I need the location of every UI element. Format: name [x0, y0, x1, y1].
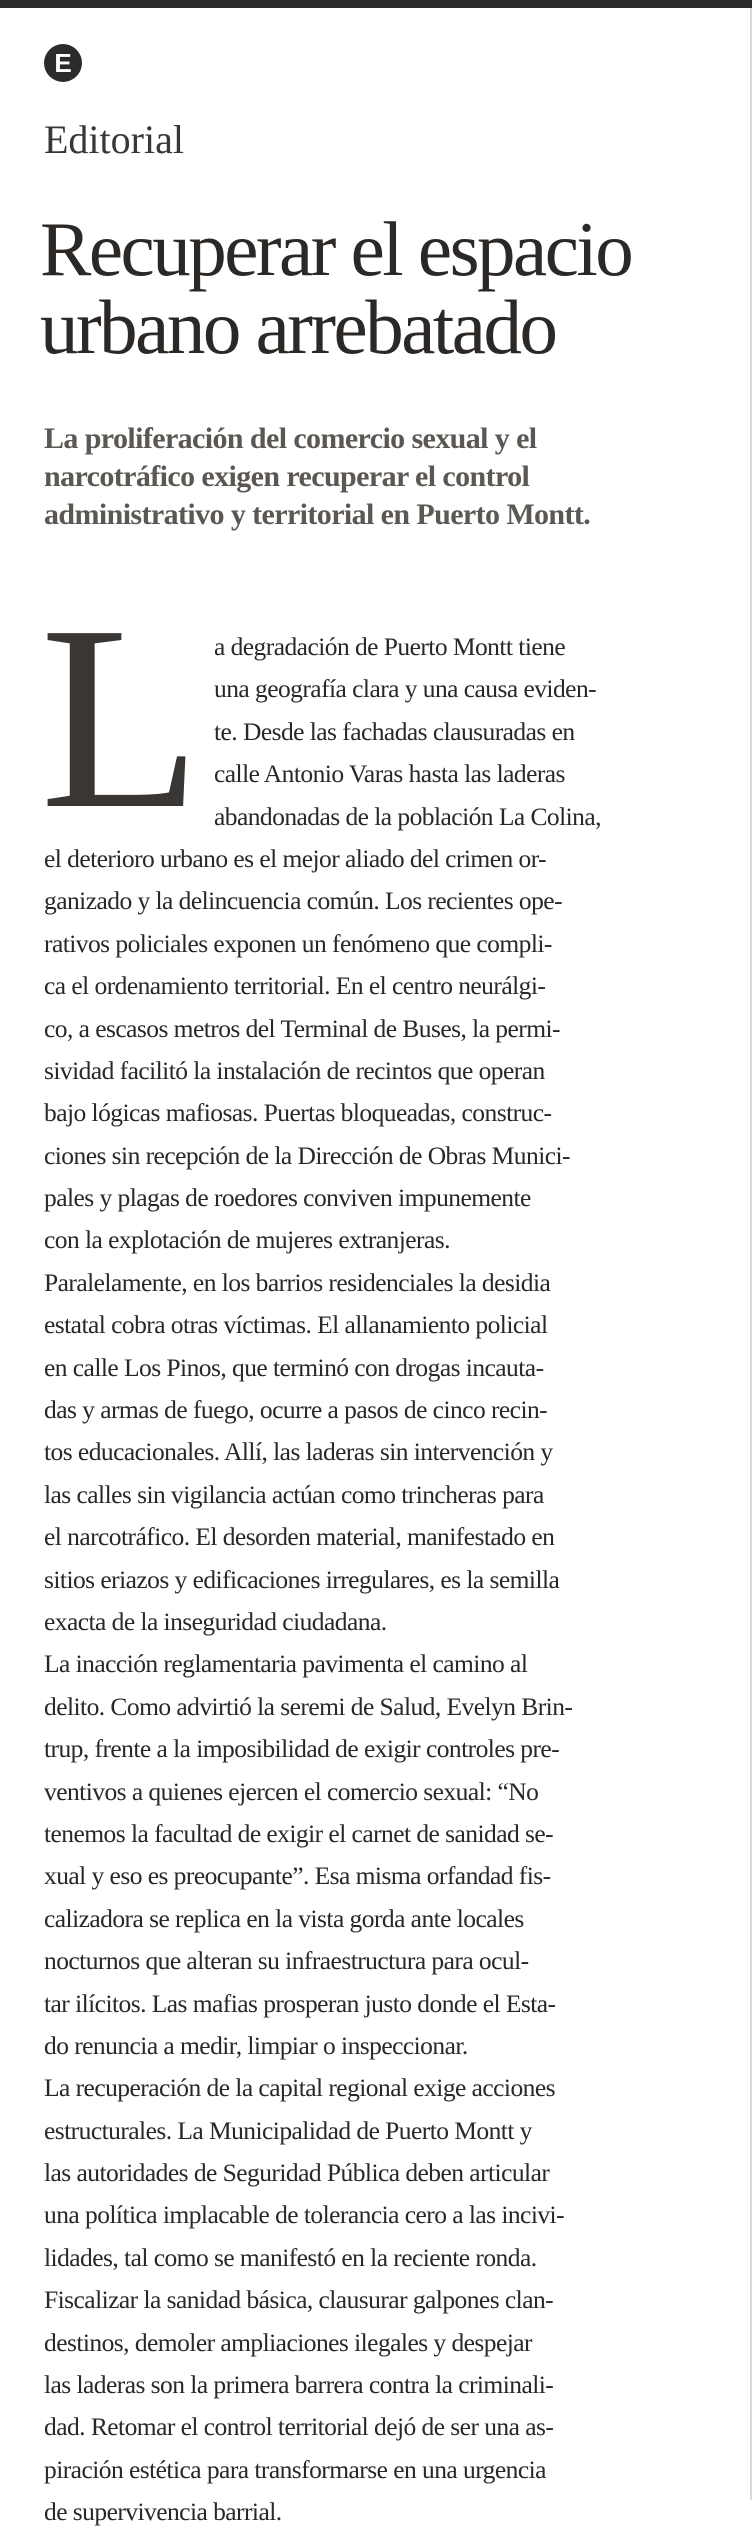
body-line: nocturnos que alteran su infraestructura para ocul- [44, 1946, 529, 1976]
body-line: en calle Los Pinos, que terminó con drogas incauta- [44, 1352, 544, 1382]
body-line: a degradación de Puerto Montt tiene [214, 632, 566, 661]
body-line: do renuncia a medir, limpiar o inspeccionar. [44, 2030, 468, 2060]
body-line: destinos, demoler ampliaciones ilegales y despejar [44, 2327, 533, 2357]
body-line: co, a escasos metros del Terminal de Buses, la permi- [44, 1013, 560, 1043]
body-line: das y armas de fuego, ocurre a pasos de cinco recin- [44, 1395, 548, 1425]
body-line: estatal cobra otras víctimas. El allanamiento policial [44, 1310, 548, 1340]
body-line: ventivos a quienes ejercen el comercio sexual: “No [44, 1776, 539, 1806]
headline-line: urbano arrebatado [40, 284, 556, 370]
body-line: trup, frente a la imposibilidad de exigir controles pre- [44, 1734, 560, 1764]
body-line: sitios eriazos y edificaciones irregulares, es la semilla [44, 1564, 560, 1594]
body-line: Fiscalizar la sanidad básica, clausurar galpones clan- [44, 2285, 554, 2315]
body-line: dad. Retomar el control territorial dejó de ser una as- [44, 2412, 554, 2442]
subhead-line: La proliferación del comercio sexual y el [44, 422, 537, 455]
body-line: pales y plagas de roedores conviven impunemente [44, 1183, 531, 1213]
body-line: con la explotación de mujeres extranjeras. [44, 1225, 450, 1255]
body-line: delito. Como advirtió la seremi de Salud, Evelyn Brin- [44, 1691, 573, 1721]
subhead-line: narcotráfico exigen recuperar el control [44, 460, 530, 493]
editorial-badge: E [44, 44, 82, 82]
body-line: tar ilícitos. Las mafias prosperan justo donde el Esta- [44, 1988, 556, 2018]
body-line: La inacción reglamentaria pavimenta el camino al [44, 1649, 528, 1679]
headline-line: Recuperar el espacio [40, 206, 632, 292]
headline [40, 206, 740, 370]
body-line: el narcotráfico. El desorden material, manifestado en [44, 1522, 555, 1552]
body-line: las laderas son la primera barrera contra la criminali- [44, 2370, 554, 2400]
body-line: tos educacionales. Allí, las laderas sin intervención y [44, 1437, 553, 1467]
body-line: exacta de la inseguridad ciudadana. [44, 1606, 387, 1636]
body-line: una geografía clara y una causa eviden- [214, 674, 597, 704]
body-line: sividad facilitó la instalación de recintos que operan [44, 1055, 545, 1085]
article-body [44, 626, 730, 2534]
body-line: te. Desde las fachadas clausuradas en [214, 716, 575, 746]
body-line: de supervivencia barrial. [44, 2497, 282, 2527]
body-line: lidades, tal como se manifestó en la reciente ronda. [44, 2242, 537, 2272]
body-line: las autoridades de Seguridad Pública deben articular [44, 2158, 550, 2188]
subheadline [44, 420, 734, 534]
body-line: el deterioro urbano es el mejor aliado del crimen or- [44, 843, 547, 873]
body-line: abandonadas de la población La Colina, [214, 801, 601, 831]
subhead-line: administrativo y territorial en Puerto Montt. [44, 498, 591, 531]
body-line: La recuperación de la capital regional exige acciones [44, 2073, 556, 2103]
drop-cap: L [40, 572, 202, 864]
body-line: Paralelamente, en los barrios residenciales la desidia [44, 1267, 551, 1297]
body-line: tenemos la facultad de exigir el carnet de sanidad se- [44, 1818, 554, 1848]
top-rule [0, 0, 752, 8]
body-line: bajo lógicas mafiosas. Puertas bloqueadas, construc- [44, 1098, 552, 1128]
body-line: piración estética para transformarse en una urgencia [44, 2454, 546, 2484]
body-line: las calles sin vigilancia actúan como trincheras para [44, 1479, 544, 1509]
body-line: ganizado y la delincuencia común. Los recientes ope- [44, 886, 563, 916]
body-line: xual y eso es preocupante”. Esa misma orfandad fis- [44, 1861, 551, 1891]
section-label: Editorial [44, 117, 184, 162]
body-line: calle Antonio Varas hasta las laderas [214, 759, 565, 789]
body-line: una política implacable de tolerancia cero a las incivi- [44, 2200, 565, 2230]
body-line: estructurales. La Municipalidad de Puerto Montt y [44, 2115, 532, 2145]
body-line: calizadora se replica en la vista gorda ante locales [44, 1903, 524, 1933]
body-line: rativos policiales exponen un fenómeno que compli- [44, 928, 552, 958]
body-line: ciones sin recepción de la Dirección de Obras Munici- [44, 1140, 570, 1170]
body-line: ca el ordenamiento territorial. En el centro neurálgi- [44, 971, 546, 1001]
